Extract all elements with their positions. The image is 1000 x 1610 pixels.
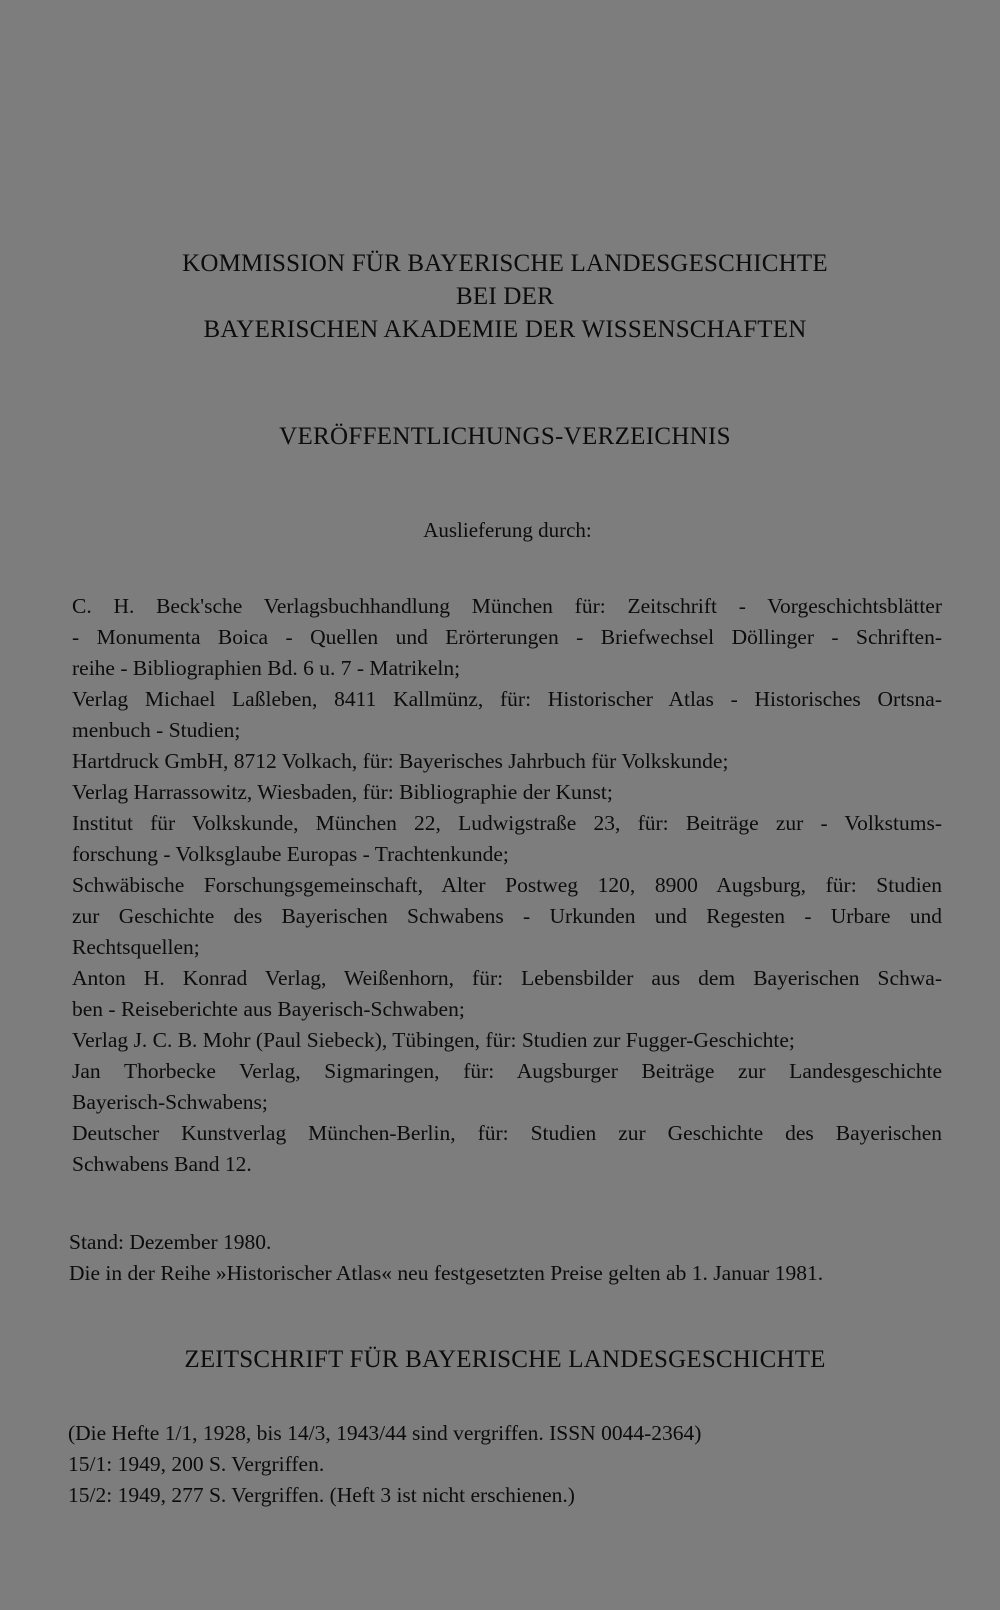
publisher-line: Deutscher Kunstverlag München-Berlin, für: Studien zur Geschichte des Bayerischen bbox=[72, 1121, 942, 1145]
publisher-line: Jan Thorbecke Verlag, Sigmaringen, für: Augsburger Beiträge zur Landesgeschichte bbox=[72, 1059, 942, 1083]
publisher-line: ben - Reiseberichte aus Bayerisch-Schwaben; bbox=[72, 997, 465, 1021]
issue-line: 15/2: 1949, 277 S. Vergriffen. (Heft 3 ist nicht erschienen.) bbox=[68, 1483, 575, 1507]
publisher-line: Schwäbische Forschungsgemeinschaft, Alter Postweg 120, 8900 Augsburg, für: Studien bbox=[72, 873, 942, 897]
issue-line: 15/1: 1949, 200 S. Vergriffen. bbox=[68, 1452, 325, 1476]
publisher-line: Hartdruck GmbH, 8712 Volkach, für: Bayerisches Jahrbuch für Volkskunde; bbox=[72, 749, 729, 773]
publisher-line: Anton H. Konrad Verlag, Weißenhorn, für: Lebensbilder aus dem Bayerischen Schwa- bbox=[72, 966, 942, 990]
publisher-line: zur Geschichte des Bayerischen Schwabens - Urkunden und Regesten - Urbare und bbox=[72, 904, 942, 928]
publisher-line: Verlag Harrassowitz, Wiesbaden, für: Bibliographie der Kunst; bbox=[72, 780, 613, 804]
issue-list bbox=[68, 1418, 948, 1511]
status-block bbox=[69, 1227, 949, 1289]
header-line-2: BEI DER bbox=[456, 283, 554, 310]
delivery-label: Auslieferung durch: bbox=[423, 518, 592, 542]
publisher-line: - Monumenta Boica - Quellen und Erörterungen - Briefwechsel Döllinger - Schriften- bbox=[72, 625, 942, 649]
publisher-line: C. H. Beck'sche Verlagsbuchhandlung München für: Zeitschrift - Vorgeschichtsblätter bbox=[72, 594, 942, 618]
publisher-line: Bayerisch-Schwabens; bbox=[72, 1090, 268, 1114]
commission-header bbox=[0, 247, 1000, 346]
price-note: Die in der Reihe »Historischer Atlas« neu festgesetzten Preise gelten ab 1. Januar 1981. bbox=[69, 1261, 824, 1285]
document-title: VERÖFFENTLICHUNGS-VERZEICHNIS bbox=[279, 423, 731, 450]
publisher-line: forschung - Volksglaube Europas - Trachtenkunde; bbox=[72, 842, 509, 866]
header-line-1: KOMMISSION FÜR BAYERISCHE LANDESGESCHICHTE bbox=[182, 250, 828, 277]
section-title: ZEITSCHRIFT FÜR BAYERISCHE LANDESGESCHICHTE bbox=[184, 1346, 826, 1373]
publisher-line: reihe - Bibliographien Bd. 6 u. 7 - Matrikeln; bbox=[72, 656, 461, 680]
publisher-line: Schwabens Band 12. bbox=[72, 1152, 252, 1176]
publisher-line: Verlag Michael Laßleben, 8411 Kallmünz, für: Historischer Atlas - Historisches Ortsna- bbox=[72, 687, 942, 711]
publisher-line: Institut für Volkskunde, München 22, Ludwigstraße 23, für: Beiträge zur - Volkstums- bbox=[72, 811, 942, 835]
header-line-3: BAYERISCHEN AKADEMIE DER WISSENSCHAFTEN bbox=[203, 316, 807, 343]
publisher-line: Rechtsquellen; bbox=[72, 935, 200, 959]
publisher-line: menbuch - Studien; bbox=[72, 718, 241, 742]
status-date: Stand: Dezember 1980. bbox=[69, 1230, 272, 1254]
publisher-line: Verlag J. C. B. Mohr (Paul Siebeck), Tübingen, für: Studien zur Fugger-Geschichte; bbox=[72, 1028, 795, 1052]
publisher-list bbox=[72, 591, 942, 1180]
issue-line: (Die Hefte 1/1, 1928, bis 14/3, 1943/44 sind vergriffen. ISSN 0044-2364) bbox=[68, 1421, 702, 1445]
